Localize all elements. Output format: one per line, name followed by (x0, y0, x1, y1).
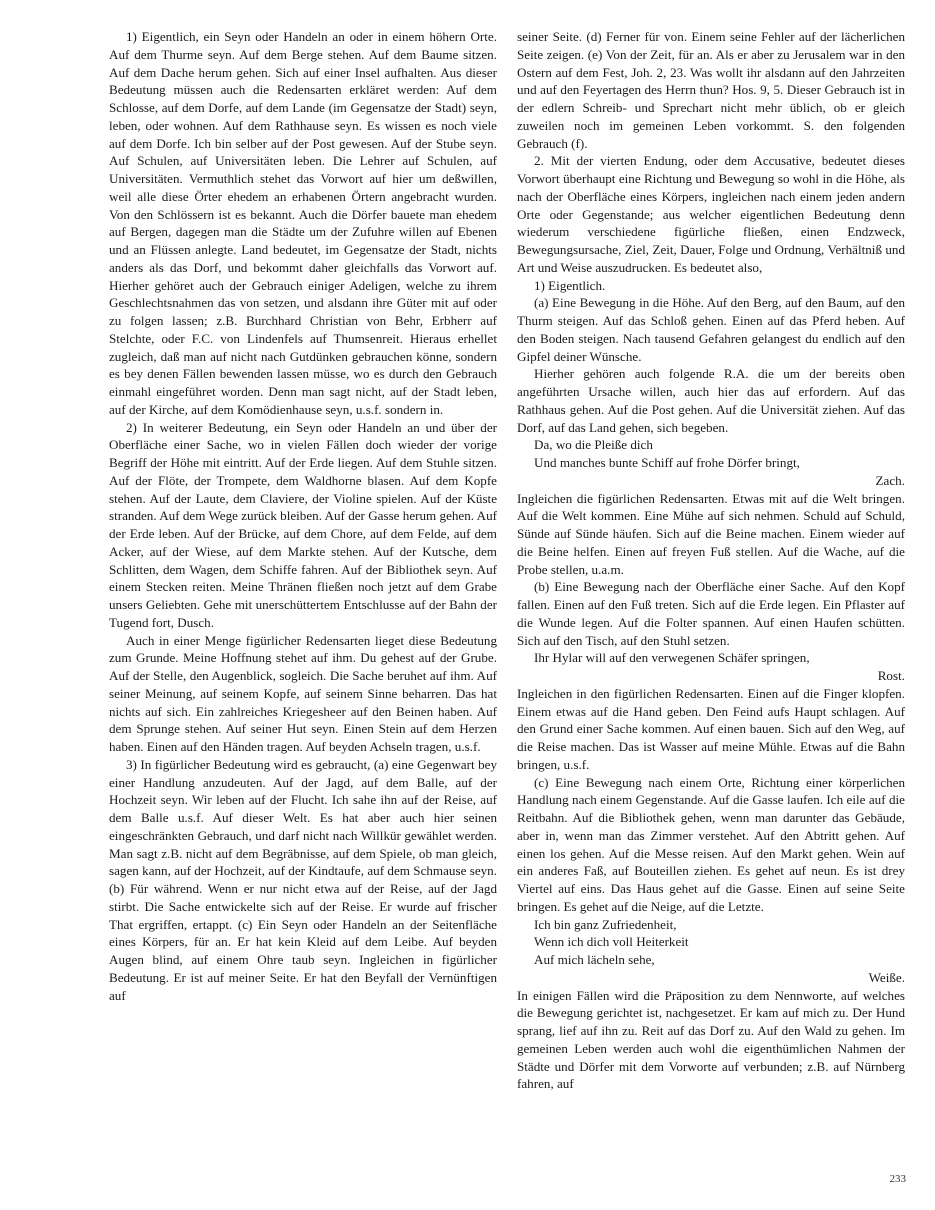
paragraph: (b) Eine Bewegung nach der Oberfläche einer Sache. Auf den Kopf fallen. Einen auf den Fuß treten. Sich auf die Erde legen. Ein Pflaster auf die Wunde legen. Auf die Folter spannen. Auf einen Haufen schütten. Sich auf den Tisch, auf den Stuhl setzen. (517, 579, 905, 648)
paragraph: Hierher gehören auch folgende R.A. die um der bereits oben angeführten Ursache willen, auch hier das auf erfordern. Auf das Rathhaus gehen. Auf die Post gehen. Auf die Universität ziehen. Auf das Dorf, auf das Land gehen, sich begeben. (517, 366, 905, 435)
right-column (517, 28, 905, 1093)
verse-line: Ich bin ganz Zufriedenheit, (534, 916, 677, 932)
paragraph: 1) Eigentlich. (534, 277, 606, 293)
paragraph: (c) Eine Bewegung nach einem Orte, Richtung einer körperlichen Handlung nach einem Gegenstande. Auf die Gasse laufen. Ich eile auf die Reitbahn. Auf die Bibliothek gehen, wenn man darunter das Gebäude, aber in, wenn man das Zimmer verstehet. Auf den Abtritt gehen. Auf einen los gehen. Auf die Messe reisen. Auf den Markt gehen. Wein auf ein anderes Faß, auf Bouteillen ziehen. Es gehet auf neun. Es ist drey Viertel auf eins. Das Haus gehet auf die Gasse. Einen auf seine Seite bringen. Es gehet auf die Neige, auf die Letzte. (517, 774, 905, 914)
paragraph: 1) Eigentlich, ein Seyn oder Handeln an oder in einem höhern Orte. Auf dem Thurme seyn. Auf dem Berge stehen. Auf dem Baume sitzen. Auf dem Dache herum gehen. Sich auf einer Insel aufhalten. Aus dieser Bedeutung müssen auch die Redensarten erkläret werden: Auf dem Schlosse, auf dem Dorfe, auf dem Lande (im Gegensatze der Stadt) seyn, leben, oder wohnen. Auf dem Rathhause seyn. Es wissen es noch viele auf dem Dorfe. Ich bin selber auf der Post gewesen. Auf der Stube seyn. Auf Schulen, auf Universitäten leben. Die Lehrer auf Schulen, auf Universitäten. Vermuthlich stehet das Vorwort auf hier um deßwillen, weil alle diese Örter ehedem an erhabenen Örtern angebracht wurden. Von den Schlössern ist es bekannt. Auch die Dörfer bauete man ehedem auf Bergen, dagegen man die Städte um der Zufuhre willen auf Ebenen und an Flüssen anlegte. Land bedeutet, im Gegensatze der Stadt, nichts anders als das Dorf, und bekommt daher gleichfalls das Vorwort auf. Hierher gehöret auch der Gebrauch einiger Adeligen, welche zu ihrem Geschlechtsnahmen das von setzen, und alsdann ihre Güter mit auf oder zu folgen lassen; z.B. Burchhard Christian von Behr, Erbherr auf Stelchte, oder F.C. von Lindenfels auf Thumsenreit. Hieraus erhellet zugleich, daß man auf nicht nach Gutdünken gebrauchen könne, sondern es bey denen Fällen bewenden lassen müsse, wo es durch den Gebrauch einmahl eingeführet worden. Denn man sagt nicht, auf der Stadt leben, auf der Kirche, auf dem Komödienhause seyn, u.s.f. sondern in. (109, 29, 497, 417)
paragraph: 2) In weiterer Bedeutung, ein Seyn oder Handeln an und über der Oberfläche einer Sache, wo in vielen Fällen doch wieder der vorige Begriff der Höhe mit eintritt. Auf der Erde liegen. Auf dem Stuhle sitzen. Auf der Flöte, der Trompete, dem Waldhorne blasen. Auf dem Kopfe stehen. Auf der Laute, dem Claviere, der Violine spielen. Auf der Küste stranden. Auf dem Wege zurück bleiben. Auf der Gasse herum gehen. Auf der Erde leben. Auf der Brücke, auf dem Chore, auf dem Felde, auf dem Acker, auf der Wiese, auf dem Markte stehen. Auf der Kutsche, dem Schlitten, dem Wagen, dem Schiffe fahren. Auf der Bibliothek seyn. Auf einem Stecken reiten. Meine Thränen fließen noch jetzt auf dem Grabe unsers Geliebten. Gehe mit unerschüttertem Entschlusse auf der Bahn der Tugend fort, Dusch. (109, 419, 497, 630)
paragraph: 2. Mit der vierten Endung, oder dem Accusative, bedeutet dieses Vorwort überhaupt eine Richtung und Bewegung so wohl in die Höhe, als nach der Oberfläche eines Körpers, ingleichen nach einem jeden andern Orte oder Gegenstande; aus welcher eigentlichen Bedeutung denn wiederum verschiedene figürliche fließen, einen Endzweck, Bewegungsursache, Ziel, Zeit, Dauer, Folge und Ordnung, Verhältniß und Art und Weise auszudrucken. Es bedeutet also, (517, 153, 905, 275)
paragraph: seiner Seite. (d) Ferner für von. Einem seine Fehler auf der lächerlichen Seite zeigen. (e) Von der Zeit, für an. Als er aber zu Jerusalem war in den Ostern auf dem Fest, Joh. 2, 23. Was wollt ihr alsdann auf den Jahrzeiten und auf den Feyertagen des Herrn thun? Hos. 9, 5. Dieser Gebrauch ist in der edlern Schreib- und Sprechart nicht mehr üblich, ob er gleich zuweilen noch im gemeinen Leben vorkommt. S. den folgenden Gebrauch (f). (517, 29, 905, 151)
verse-line: Auf mich lächeln sehe, (534, 952, 655, 967)
page-number: 233 (889, 1173, 906, 1185)
paragraph: In einigen Fällen wird die Präposition zu dem Nennworte, auf welches die Bewegung gerichtet ist, nachgesetzet. Er kam auf mich zu. Der Hund sprang, lief auf ihn zu. Reit auf das Dorf zu. Auf den Wald zu gehen. Im gemeinen Leben werden auch wohl die eigenthümlichen Nahmen der Städte und Dörfer mit dem Vorworte auf verbunden; z.B. auf Nürnberg fahren, auf (517, 987, 905, 1092)
left-column (109, 28, 497, 1004)
paragraph: Auch in einer Menge figürlicher Redensarten lieget diese Bedeutung zum Grunde. Meine Hoffnung stehet auf ihm. Du gehest auf der Grube. Auf der Stelle, den Augenblick, sogleich. Die Sache beruhet auf ihm. Auf seiner Meinung, auf seinem Kopfe, auf seinem Sinne beharren. Das hat nichts auf sich. Ein zahlreiches Kriegesheer auf den Beinen haben. Auf dem Sprunge stehen. Auf seiner Hut seyn. Einen Stein auf dem Herzen haben. Einen auf den Händen tragen. Auf beyden Achseln tragen, u.s.f. (109, 632, 497, 754)
paragraph: Ingleichen die figürlichen Redensarten. Etwas mit auf die Welt bringen. Auf die Welt kommen. Eine Mühe auf sich nehmen. Schuld auf Schuld, Sünde auf Sünde häufen. Sich auf die Beine machen. Einem wieder auf die Beine helfen. Einen auf freyen Fuß stellen. Auf die Wache, auf die Probe stellen, u.a.m. (517, 490, 905, 577)
paragraph: (a) Eine Bewegung in die Höhe. Auf den Berg, auf den Baum, auf den Thurm steigen. Auf das Schloß gehen. Einen auf das Pferd heben. Auf den Boden steigen. Nach tausend Gefahren gelangest du endlich auf den Gipfel deiner Wünsche. (517, 295, 905, 364)
verse-line: Und manches bunte Schiff auf frohe Dörfer bringt, (534, 455, 800, 470)
paragraph: Ingleichen in den figürlichen Redensarten. Einen auf die Finger klopfen. Einem etwas auf die Hand geben. Den Feind aufs Haupt schlagen. Auf den Grund einer Sache kommen. Auf einen bauen. Sich auf den Weg, auf die Reise machen. Das ist Wasser auf meine Mühle. Etwas auf die Bahn bringen, u.s.f. (517, 685, 905, 772)
verse-line: Da, wo die Pleiße dich (534, 437, 653, 453)
paragraph: 3) In figürlicher Bedeutung wird es gebraucht, (a) eine Gegenwart bey einer Handlung anzudeuten. Auf der Jagd, auf dem Balle, auf der Hochzeit seyn. Wir leben auf der Flucht. Ich sahe ihn auf der Reise, auf dem Balle u.s.f. Auf dieser Welt. Es hat aber auch hier seinen eingeschränkten Gebrauch, und darf nicht nach Willkür gewählet werden. Man sagt z.B. nicht auf dem Begräbnisse, auf dem Spiele, ob man gleich, sagen kann, auf der Hochzeit, auf der Kindtaufe, auf dem Schmause seyn. (b) Für während. Wenn er nur nicht etwa auf der Reise, auf der Jagd stirbt. Die Sache entwickelte sich auf der Reise. Er wurde auf frischer That ergriffen, ertappt. (c) Ein Seyn oder Handeln an der Seitenfläche eines Körpers, für an. Er hat kein Kleid auf dem Leibe. Auf beyden Augen blind, auf einem Ohre taub seyn. Ingleichen in figürlicher Bedeutung. Er ist auf meiner Seite. Er hat den Beyfall der Vernünftigen auf (109, 756, 497, 1003)
verse-line: Wenn ich dich voll Heiterkeit (534, 934, 689, 950)
verse-line: Ihr Hylar will auf den verwegenen Schäfer springen, (534, 650, 810, 666)
quote-author: Weiße. (868, 969, 905, 985)
quote-author: Zach. (875, 472, 905, 488)
quote-author: Rost. (877, 668, 905, 683)
